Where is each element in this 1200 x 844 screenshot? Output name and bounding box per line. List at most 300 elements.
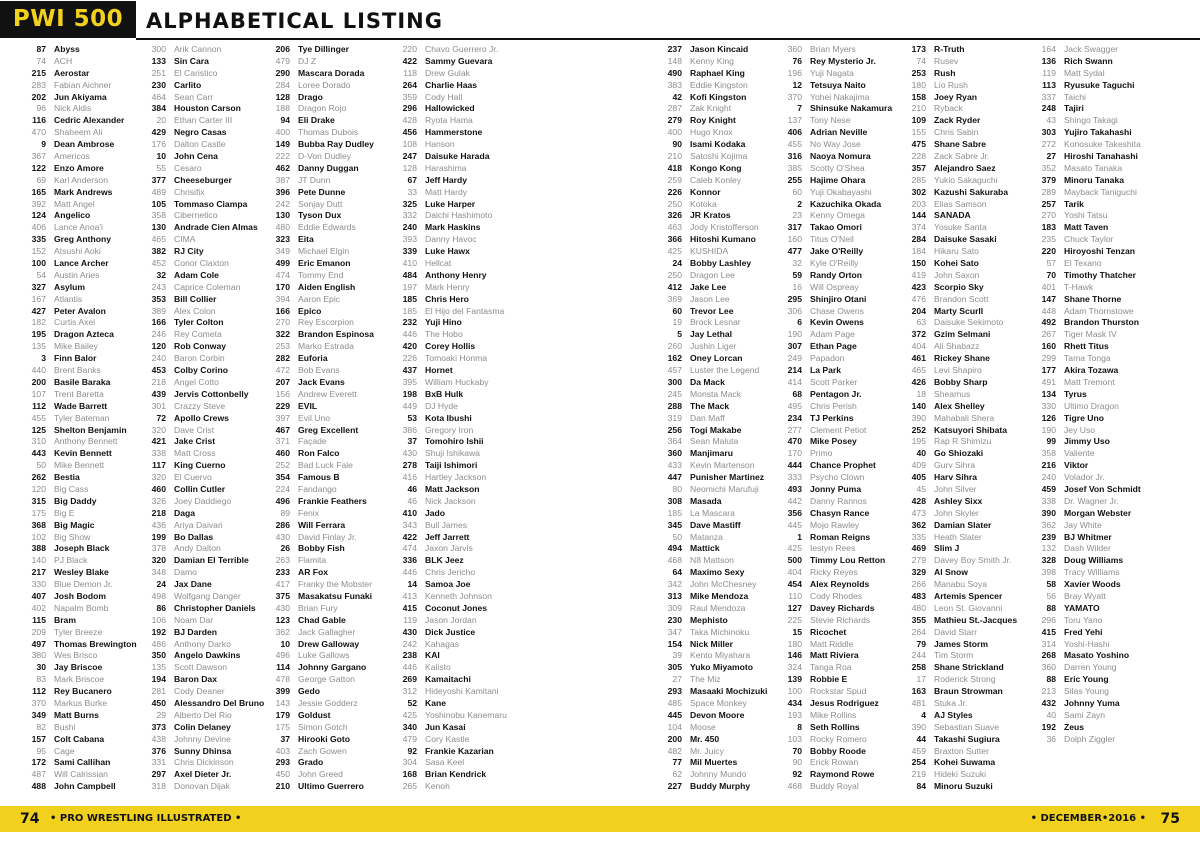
wrestler-name: Ricochet (810, 626, 847, 637)
wrestler-name: DJ Z (298, 55, 317, 66)
list-item (884, 329, 1034, 341)
wrestler-name: Jack Gallagher (298, 626, 356, 637)
rank-number: 455 (787, 139, 802, 150)
list-item (884, 662, 1034, 674)
rank-number: 250 (667, 198, 682, 209)
rank-number: 45 (916, 483, 926, 494)
wrestler-name: BJ Darden (174, 626, 217, 637)
rank-number: 67 (407, 174, 417, 185)
list-item (884, 365, 1034, 377)
wrestler-name: Eli Drake (298, 115, 335, 126)
wrestler-name: KUSHIDA (690, 246, 729, 257)
wrestler-name: AR Fox (298, 567, 329, 578)
wrestler-name: Will Ospreay (810, 281, 859, 292)
wrestler-name: Kevin Bennett (54, 448, 112, 459)
wrestler-name: Alex Reynolds (810, 579, 870, 590)
rank-number: 400 (275, 127, 290, 138)
wrestler-name: Corey Hollis (425, 341, 476, 352)
rank-number: 433 (667, 460, 682, 471)
wrestler-name: Shingo Takagi (1064, 115, 1118, 126)
rank-number: 389 (151, 305, 166, 316)
list-item (884, 353, 1034, 365)
list-item (1014, 246, 1164, 258)
wrestler-name: Mojo Rawley (810, 519, 860, 530)
list-item (884, 425, 1034, 437)
wrestler-name: Darren Young (1064, 662, 1117, 673)
wrestler-name: Gurv Sihra (934, 460, 976, 471)
list-item (884, 127, 1034, 139)
rank-number: 430 (402, 448, 417, 459)
list-item (1014, 532, 1164, 544)
list-item (1014, 329, 1164, 341)
wrestler-name: Kenoh (425, 781, 450, 792)
rank-number: 442 (787, 495, 802, 506)
wrestler-name: Tiger Mask IV (1064, 329, 1117, 340)
wrestler-name: SANADA (934, 210, 971, 221)
rank-number: 195 (911, 436, 926, 447)
wrestler-name: Joseph Black (54, 543, 110, 554)
wrestler-name: Kenneth Johnson (425, 590, 492, 601)
rank-number: 100 (31, 258, 46, 269)
rank-number: 120 (31, 483, 46, 494)
rank-number: 160 (787, 234, 802, 245)
rank-number: 377 (151, 174, 166, 185)
wrestler-name: Eddie Kingston (690, 79, 748, 90)
rank-number: 395 (402, 376, 417, 387)
rank-number: 154 (667, 638, 682, 649)
rank-number: 284 (911, 234, 926, 245)
rank-number: 30 (36, 662, 46, 673)
wrestler-name: El Caristico (174, 67, 218, 78)
rank-number: 320 (151, 424, 166, 435)
rank-number: 185 (667, 507, 682, 518)
rank-number: 384 (151, 103, 166, 114)
wrestler-name: Matt Jackson (425, 483, 480, 494)
rank-number: 269 (402, 674, 417, 685)
rank-number: 359 (402, 91, 417, 102)
wrestler-name: Samoa Joe (425, 579, 471, 590)
wrestler-name: Loree Dorado (298, 79, 351, 90)
wrestler-name: Bad Luck Fale (298, 460, 353, 471)
wrestler-name: Ashley Sixx (934, 495, 983, 506)
rank-number: 288 (667, 400, 682, 411)
rank-number: 362 (1041, 519, 1056, 530)
rank-number: 281 (151, 686, 166, 697)
wrestler-name: Jun Akiyama (54, 91, 107, 102)
rank-number: 42 (672, 91, 682, 102)
list-item (1014, 722, 1164, 734)
list-item (375, 686, 525, 698)
list-item (884, 508, 1034, 520)
list-item (1014, 460, 1164, 472)
rank-number: 185 (402, 293, 417, 304)
rank-number: 197 (402, 281, 417, 292)
rank-number: 133 (151, 55, 166, 66)
wrestler-name: Luke Harper (425, 198, 476, 209)
rank-number: 227 (667, 781, 682, 792)
rank-number: 422 (402, 531, 417, 542)
rank-number: 310 (31, 436, 46, 447)
list-item (884, 686, 1034, 698)
rank-number: 296 (402, 103, 417, 114)
rank-number: 190 (787, 329, 802, 340)
wrestler-name: Scorpio Sky (934, 281, 984, 292)
wrestler-name: Frankie Kazarian (425, 745, 494, 756)
wrestler-name: Bo Dallas (174, 531, 214, 542)
wrestler-name: Mike Bailey (54, 341, 98, 352)
list-item (1014, 353, 1164, 365)
wrestler-name: Coconut Jones (425, 602, 488, 613)
rank-number: 245 (667, 388, 682, 399)
rank-number: 218 (151, 507, 166, 518)
list-item (1014, 425, 1164, 437)
rank-number: 2 (797, 198, 802, 209)
rank-number: 82 (36, 721, 46, 732)
wrestler-name: Evil Uno (298, 412, 330, 423)
wrestler-name: Kyle O'Reilly (810, 258, 859, 269)
rank-number: 175 (31, 507, 46, 518)
wrestler-name: Bob Evans (298, 365, 340, 376)
rank-number: 303 (1041, 127, 1056, 138)
wrestler-name: RJ City (174, 246, 204, 257)
rank-number: 326 (151, 495, 166, 506)
wrestler-name: Chasyn Rance (810, 507, 870, 518)
wrestler-name: Collin Cutler (174, 483, 226, 494)
rank-number: 387 (275, 174, 290, 185)
list-item (375, 425, 525, 437)
list-item (884, 413, 1034, 425)
wrestler-name: Axel Dieter Jr. (174, 769, 232, 780)
list-item (1014, 484, 1164, 496)
rank-number: 226 (667, 186, 682, 197)
rank-number: 316 (787, 151, 802, 162)
rank-number: 414 (787, 376, 802, 387)
rank-number: 469 (911, 543, 926, 554)
wrestler-name: Volador Jr. (1064, 472, 1105, 483)
rank-number: 317 (787, 222, 802, 233)
rank-number: 494 (667, 543, 682, 554)
rank-number: 155 (911, 127, 926, 138)
wrestler-name: Matt Angel (54, 198, 95, 209)
list-item (375, 543, 525, 555)
wrestler-name: Sebastian Suave (934, 721, 999, 732)
rank-number: 215 (31, 67, 46, 78)
wrestler-name: Shaheem Ali (54, 127, 103, 138)
wrestler-name: Shane Strickland (934, 662, 1004, 673)
rank-number: 446 (402, 329, 417, 340)
rank-number: 118 (403, 67, 417, 78)
list-item (1014, 555, 1164, 567)
wrestler-name: Big Show (54, 531, 91, 542)
rank-number: 8 (797, 721, 802, 732)
rank-number: 198 (402, 388, 417, 399)
rank-number: 92 (792, 769, 802, 780)
rank-number: 439 (151, 388, 166, 399)
wrestler-name: Colt Cabana (54, 733, 105, 744)
list-item (1014, 686, 1164, 698)
rank-number: 347 (667, 626, 682, 637)
list-item (884, 258, 1034, 270)
list-item (375, 199, 525, 211)
wrestler-name: Scott Parker (810, 376, 858, 387)
rank-number: 17 (916, 674, 926, 685)
list-item (1014, 210, 1164, 222)
wrestler-name: Will Calrissian (54, 769, 108, 780)
rank-number: 228 (911, 151, 926, 162)
list-item (884, 781, 1034, 793)
rank-number: 225 (787, 614, 802, 625)
list-item (375, 520, 525, 532)
list-item (375, 389, 525, 401)
rank-number: 256 (667, 424, 682, 435)
wrestler-name: Shinjiro Otani (810, 293, 867, 304)
wrestler-name: Hanson (425, 139, 455, 150)
rank-number: 46 (407, 495, 417, 506)
wrestler-name: Caleb Konley (690, 174, 742, 185)
list-item (884, 175, 1034, 187)
wrestler-name: Robbie E (810, 674, 848, 685)
list-item (884, 710, 1034, 722)
rank-number: 39 (672, 650, 682, 661)
rank-number: 356 (787, 507, 802, 518)
rank-number: 309 (667, 602, 682, 613)
rank-number: 230 (151, 79, 166, 90)
wrestler-name: Rey Cometa (174, 329, 222, 340)
rank-number: 24 (672, 258, 682, 269)
rank-number: 293 (667, 686, 682, 697)
wrestler-name: Erick Rowan (810, 757, 859, 768)
rank-number: 14 (407, 579, 417, 590)
rank-number: 100 (787, 686, 802, 697)
wrestler-name: Aaron Epic (298, 293, 341, 304)
rank-number: 320 (151, 555, 166, 566)
wrestler-name: Sin Cara (174, 55, 209, 66)
rank-number: 304 (402, 757, 417, 768)
wrestler-name: Dr. Wagner Jr. (1064, 495, 1119, 506)
rank-number: 402 (31, 602, 46, 613)
rank-number: 394 (275, 293, 290, 304)
wrestler-name: Marko Estrada (298, 341, 354, 352)
rank-number: 374 (911, 222, 926, 233)
rank-number: 339 (402, 246, 417, 257)
list-item (375, 294, 525, 306)
wrestler-name: La Park (810, 365, 842, 376)
rank-number: 243 (151, 281, 166, 292)
wrestler-name: Hallowicked (425, 103, 475, 114)
list-item (375, 662, 525, 674)
rank-number: 147 (1041, 293, 1056, 304)
list-item (1014, 710, 1164, 722)
wrestler-name: Aiden English (298, 281, 356, 292)
list-item (884, 674, 1034, 686)
rank-number: 434 (787, 697, 802, 708)
wrestler-name: Johnny Mundo (690, 769, 747, 780)
wrestler-name: Masada (690, 495, 722, 506)
wrestler-name: Konnor (690, 186, 721, 197)
wrestler-name: Jimmy Uso (1064, 436, 1110, 447)
rank-number: 423 (911, 281, 926, 292)
rank-number: 412 (667, 281, 682, 292)
rank-number: 336 (402, 555, 417, 566)
wrestler-name: Clement Petiot (810, 424, 867, 435)
rank-number: 107 (31, 388, 46, 399)
list-item (884, 757, 1034, 769)
rank-number: 80 (672, 483, 682, 494)
rank-number: 478 (275, 674, 290, 685)
badge-text: PWI 500 (12, 6, 124, 32)
list-item (375, 139, 525, 151)
wrestler-name: Bushi (54, 721, 76, 732)
wrestler-name: Lance Archer (54, 258, 109, 269)
wrestler-name: Kofi Kingston (690, 91, 747, 102)
rank-number: 219 (911, 769, 926, 780)
wrestler-name: Charlie Haas (425, 79, 478, 90)
rank-number: 479 (275, 55, 290, 66)
rank-number: 90 (792, 757, 802, 768)
wrestler-name: Rap R Shimizu (934, 436, 992, 447)
rank-number: 301 (151, 400, 166, 411)
list-item (375, 258, 525, 270)
rank-number: 484 (402, 269, 417, 280)
list-item (884, 210, 1034, 222)
wrestler-name: Carlito (174, 79, 202, 90)
wrestler-name: Silas Young (1064, 686, 1109, 697)
rank-number: 357 (911, 162, 926, 173)
rank-number: 327 (31, 281, 46, 292)
list-item (884, 460, 1034, 472)
wrestler-name: Tony Nese (810, 115, 851, 126)
rank-number: 188 (275, 103, 290, 114)
rank-number: 459 (911, 745, 926, 756)
wrestler-name: Hammerstone (425, 127, 483, 138)
wrestler-name: Iestyn Rees (810, 543, 856, 554)
list-item (375, 306, 525, 318)
wrestler-name: Luster the Legend (690, 365, 760, 376)
wrestler-name: Minoru Suzuki (934, 781, 993, 792)
wrestler-name: Danny Havoc (425, 234, 477, 245)
wrestler-name: Taiji Ishimori (425, 460, 478, 471)
list-item (884, 80, 1034, 92)
wrestler-name: Shelton Benjamin (54, 424, 127, 435)
wrestler-name: Joey Daddiego (174, 495, 232, 506)
pwi500-badge (0, 1, 136, 38)
wrestler-name: Johnny Yuma (1064, 697, 1120, 708)
wrestler-name: BxB Hulk (425, 388, 464, 399)
wrestler-name: Matt Tremont (1064, 376, 1115, 387)
wrestler-name: Yuji Hino (425, 317, 462, 328)
page-footer (0, 806, 1200, 832)
list-item (1014, 306, 1164, 318)
rank-number: 487 (31, 769, 46, 780)
rank-number: 148 (667, 55, 682, 66)
wrestler-name: Matt Burns (54, 709, 99, 720)
wrestler-name: Elias Samson (934, 198, 987, 209)
rank-number: 139 (787, 674, 802, 685)
wrestler-name: Daisuke Sekimoto (934, 317, 1004, 328)
list-item (884, 199, 1034, 211)
rank-number: 468 (667, 555, 682, 566)
rank-number: 417 (275, 579, 290, 590)
wrestler-name: Ryback (934, 103, 963, 114)
rank-number: 238 (402, 650, 417, 661)
rank-number: 440 (31, 365, 46, 376)
page-number-left: 74 (20, 811, 40, 827)
rank-number: 176 (151, 139, 166, 150)
list-item (375, 246, 525, 258)
rank-number: 33 (407, 186, 417, 197)
rank-number: 489 (151, 186, 166, 197)
wrestler-name: Monsta Mack (690, 388, 742, 399)
wrestler-name: Trent Baretta (54, 388, 104, 399)
list-item (375, 472, 525, 484)
list-item (375, 329, 525, 341)
wrestler-name: Roman Reigns (810, 531, 871, 542)
list-item (375, 413, 525, 425)
rank-number: 354 (275, 472, 290, 483)
rank-number: 163 (911, 686, 926, 697)
wrestler-name: David Starr (934, 626, 977, 637)
rank-number: 447 (667, 472, 682, 483)
rank-number: 312 (402, 686, 417, 697)
rank-number: 251 (151, 67, 166, 78)
wrestler-name: Yuji Nagata (810, 67, 854, 78)
rank-number: 83 (36, 674, 46, 685)
rank-number: 335 (911, 531, 926, 542)
rank-number: 443 (31, 448, 46, 459)
rank-number: 172 (31, 757, 46, 768)
rank-number: 184 (911, 246, 926, 257)
rank-number: 460 (151, 483, 166, 494)
rank-number: 479 (402, 733, 417, 744)
wrestler-name: Chad Gable (298, 614, 346, 625)
wrestler-name: Donovan Dijak (174, 781, 230, 792)
wrestler-name: Yukio Sakaguchi (934, 174, 998, 185)
list-item (1014, 187, 1164, 199)
rank-number: 448 (1041, 305, 1056, 316)
wrestler-name: BLK Jeez (425, 555, 464, 566)
list-item (884, 603, 1034, 615)
wrestler-name: Josh Bodom (54, 590, 107, 601)
rank-number: 488 (31, 781, 46, 792)
wrestler-name: Sunny Dhinsa (174, 745, 232, 756)
list-item (884, 246, 1034, 258)
wrestler-name: Markus Burke (54, 697, 108, 708)
rank-number: 290 (275, 67, 290, 78)
rank-number: 115 (32, 614, 46, 625)
rank-number: 86 (156, 602, 166, 613)
wrestler-name: Tim Storm (934, 650, 974, 661)
wrestler-name: King Cuerno (174, 460, 226, 471)
rank-number: 165 (31, 186, 46, 197)
list-item (1014, 520, 1164, 532)
rank-number: 326 (667, 210, 682, 221)
wrestler-name: Karl Anderson (54, 174, 108, 185)
wrestler-name: Davey Richards (810, 602, 875, 613)
list-item (375, 710, 525, 722)
list-item (1014, 377, 1164, 389)
wrestler-name: Cedric Alexander (54, 115, 125, 126)
rank-number: 331 (151, 757, 166, 768)
wrestler-name: Jay White (1064, 519, 1102, 530)
rank-number: 343 (402, 519, 417, 530)
rank-number: 438 (151, 733, 166, 744)
rank-number: 135 (151, 662, 166, 673)
wrestler-name: Chris Hero (425, 293, 469, 304)
wrestler-name: Tarik (1064, 198, 1084, 209)
wrestler-name: Jesus Rodriguez (810, 697, 879, 708)
wrestler-name: John Cena (174, 151, 218, 162)
wrestler-name: Brandon Espinosa (298, 329, 374, 340)
